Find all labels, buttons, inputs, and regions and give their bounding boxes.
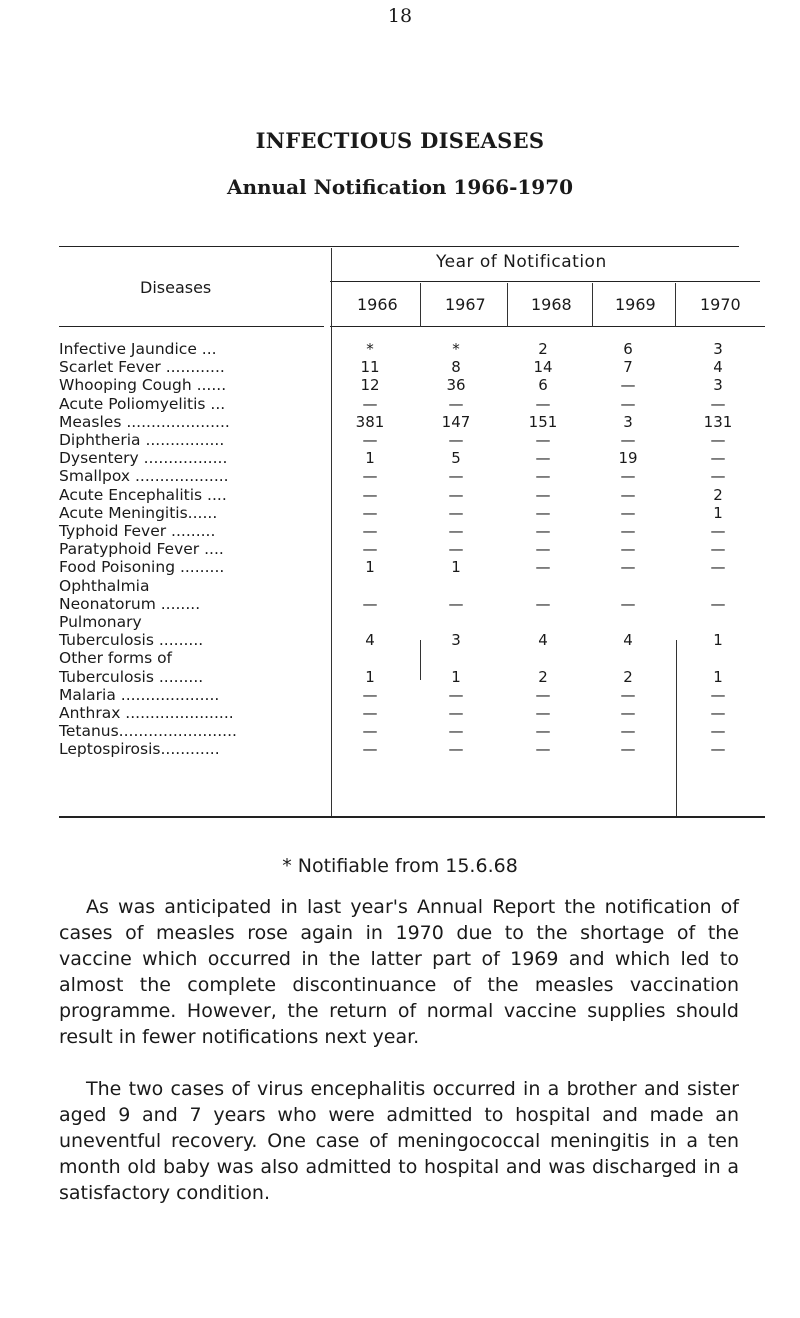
table-cell: — <box>620 740 636 759</box>
table-cell: 1 <box>365 558 375 577</box>
table-cell: 14 <box>533 358 553 377</box>
disease-name: Ophthalmia <box>59 576 150 595</box>
column-divider <box>331 248 332 816</box>
table-cell: — <box>620 522 636 540</box>
header-year-group: Year of Notification <box>436 252 607 272</box>
table-cell: 5 <box>451 449 461 468</box>
table-cell: — <box>710 394 726 413</box>
table-cell: — <box>535 503 551 522</box>
table-cell: — <box>535 449 551 468</box>
table-cell: * <box>452 340 460 358</box>
column-divider <box>507 283 508 327</box>
table-cell: — <box>535 722 551 741</box>
page-title: INFECTIOUS DISEASES <box>255 128 545 153</box>
table-cell: — <box>362 594 378 613</box>
column-divider <box>420 283 421 327</box>
disease-name: Food Poisoning ......... <box>59 558 225 577</box>
table-cell: — <box>448 431 464 449</box>
paragraph: The two cases of virus encephalitis occurred in a brother and sister aged 9 and 7 years who were admitted to hospital and made an uneventful recovery. One case of meningococcal meningitis in a ten month old baby was also admitted to hospital and was discharged in a satisfactory condition. <box>59 1078 739 1204</box>
header-bottom-rule-left <box>59 326 324 327</box>
table-cell: 1 <box>365 449 375 468</box>
table-cell: 4 <box>713 358 723 377</box>
table-cell: 4 <box>623 631 633 650</box>
header-year: 1968 <box>531 295 572 314</box>
disease-name: Measles ..................... <box>59 412 230 431</box>
table-cell: — <box>362 540 378 559</box>
table-cell: — <box>448 704 464 722</box>
table-cell: — <box>362 431 378 449</box>
table-cell: — <box>710 740 726 759</box>
disease-name: Whooping Cough ...... <box>59 376 227 395</box>
table-cell: — <box>620 394 636 413</box>
table-cell: — <box>362 394 378 413</box>
table-cell: 381 <box>355 412 385 431</box>
table-cell: 4 <box>538 631 548 650</box>
header-year: 1967 <box>445 295 486 314</box>
disease-name: Tetanus........................ <box>59 722 237 741</box>
disease-name: Smallpox ................... <box>59 467 229 486</box>
table-cell: 6 <box>623 340 633 358</box>
table-cell: — <box>448 740 464 759</box>
header-year: 1969 <box>615 295 656 314</box>
table-cell: — <box>620 376 636 395</box>
header-year: 1970 <box>700 295 741 314</box>
table-cell: 2 <box>623 667 633 686</box>
table-cell: — <box>535 558 551 577</box>
table-cell: 4 <box>365 631 375 650</box>
disease-name: Malaria .................... <box>59 685 220 704</box>
table-cell: — <box>535 704 551 722</box>
table-top-rule <box>59 246 739 247</box>
column-divider <box>676 640 677 816</box>
table-cell: 147 <box>441 412 471 431</box>
table-cell: 131 <box>703 412 733 431</box>
table-cell: — <box>620 467 636 486</box>
table-cell: 3 <box>713 376 723 395</box>
disease-name: Scarlet Fever ............ <box>59 358 225 377</box>
table-cell: — <box>620 594 636 613</box>
header-year: 1966 <box>357 295 398 314</box>
table-cell: — <box>710 704 726 722</box>
table-cell: — <box>448 485 464 504</box>
table-cell: — <box>448 394 464 413</box>
disease-name: Tuberculosis ......... <box>59 667 204 686</box>
page-number: 18 <box>387 5 413 27</box>
table-cell: 3 <box>451 631 461 650</box>
table-cell: — <box>448 540 464 559</box>
table-cell: — <box>535 485 551 504</box>
paragraph: As was anticipated in last year's Annual Report the notification of cases of measles rose again in 1970 due to the shortage of the vaccine which occurred in the latter part of 1969 and which led to almost the complete discontinuance of the measles vaccination programme. However, the return of normal vaccine supplies should result in fewer notifications next year. <box>59 896 739 1048</box>
table-cell: 8 <box>451 358 461 377</box>
table-cell: 3 <box>623 412 633 431</box>
table-cell: — <box>362 722 378 741</box>
table-cell: — <box>448 467 464 486</box>
disease-name: Acute Encephalitis .... <box>59 485 227 504</box>
table-cell: 2 <box>713 485 723 504</box>
table-cell: — <box>448 522 464 540</box>
disease-name: Acute Meningitis...... <box>59 503 218 522</box>
column-divider <box>592 283 593 327</box>
table-cell: — <box>448 594 464 613</box>
table-cell: — <box>535 740 551 759</box>
table-cell: — <box>620 503 636 522</box>
table-cell: — <box>620 540 636 559</box>
table-cell: — <box>535 540 551 559</box>
disease-name: Dysentery ................. <box>59 449 228 468</box>
table-cell: — <box>710 449 726 468</box>
table-cell: — <box>362 704 378 722</box>
table-cell: — <box>710 722 726 741</box>
year-group-rule <box>330 281 760 282</box>
header-diseases: Diseases <box>140 278 212 297</box>
table-cell: — <box>362 522 378 540</box>
table-cell: — <box>620 685 636 704</box>
table-cell: — <box>710 540 726 559</box>
disease-name: Paratyphoid Fever .... <box>59 540 224 559</box>
table-cell: — <box>710 431 726 449</box>
table-cell: 36 <box>446 376 466 395</box>
table-cell: — <box>535 685 551 704</box>
page-subtitle: Annual Notification 1966-1970 <box>226 175 574 199</box>
table-cell: — <box>362 503 378 522</box>
table-cell: — <box>362 685 378 704</box>
table-cell: — <box>710 558 726 577</box>
header-bottom-rule-right <box>330 326 765 327</box>
disease-name: Pulmonary <box>59 613 142 631</box>
table-cell: — <box>362 467 378 486</box>
disease-name: Typhoid Fever ......... <box>59 522 216 540</box>
table-cell: — <box>710 685 726 704</box>
table-cell: 2 <box>538 667 548 686</box>
table-cell: 7 <box>623 358 633 377</box>
table-cell: — <box>362 485 378 504</box>
table-cell: — <box>362 740 378 759</box>
table-cell: — <box>620 558 636 577</box>
table-cell: — <box>535 594 551 613</box>
table-cell: 12 <box>360 376 380 395</box>
table-cell: 1 <box>451 667 461 686</box>
table-cell: — <box>448 503 464 522</box>
table-cell: — <box>710 594 726 613</box>
table-bottom-rule <box>59 816 765 818</box>
table-cell: — <box>710 467 726 486</box>
table-cell: 1 <box>451 558 461 577</box>
table-cell: * <box>366 340 374 358</box>
disease-name: Anthrax ...................... <box>59 704 234 722</box>
table-cell: — <box>448 685 464 704</box>
table-cell: 11 <box>360 358 380 377</box>
disease-name: Acute Poliomyelitis ... <box>59 394 226 413</box>
table-cell: — <box>535 431 551 449</box>
disease-name: Leptospirosis............ <box>59 740 220 759</box>
column-divider <box>420 640 421 680</box>
table-cell: 6 <box>538 376 548 395</box>
table-cell: — <box>620 485 636 504</box>
table-cell: 3 <box>713 340 723 358</box>
table-cell: — <box>620 431 636 449</box>
column-divider <box>675 283 676 327</box>
table-cell: 2 <box>538 340 548 358</box>
table-cell: 1 <box>713 503 723 522</box>
table-cell: — <box>620 722 636 741</box>
disease-name: Diphtheria ................ <box>59 431 225 449</box>
table-cell: 1 <box>365 667 375 686</box>
table-cell: 151 <box>528 412 558 431</box>
table-cell: — <box>535 394 551 413</box>
table-cell: 1 <box>713 631 723 650</box>
footnote: * Notifiable from 15.6.68 <box>282 855 518 877</box>
table-cell: — <box>535 467 551 486</box>
disease-name: Neonatorum ........ <box>59 594 201 613</box>
table-cell: 19 <box>618 449 638 468</box>
disease-name: Other forms of <box>59 649 173 668</box>
table-cell: — <box>448 722 464 741</box>
table-cell: 1 <box>713 667 723 686</box>
table-cell: — <box>710 522 726 540</box>
table-cell: — <box>535 522 551 540</box>
table-cell: — <box>620 704 636 722</box>
disease-name: Tuberculosis ......... <box>59 631 204 650</box>
disease-name: Infective Jaundice ... <box>59 340 217 358</box>
